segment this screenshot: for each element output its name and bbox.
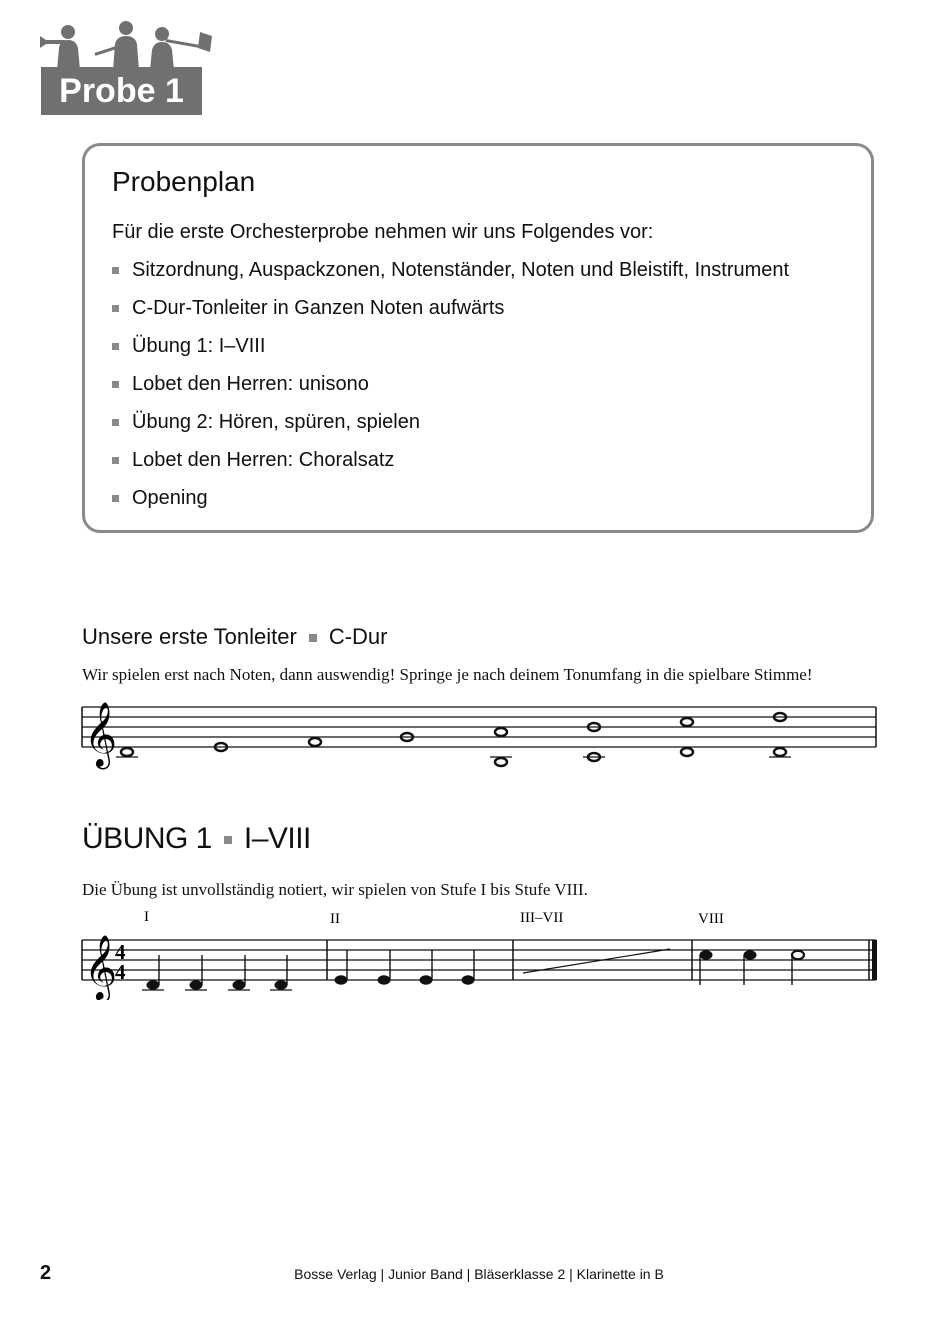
plan-title: Probenplan — [112, 166, 256, 197]
list-item — [112, 405, 789, 443]
exercise-title-text: ÜBUNG 1 — [82, 822, 212, 855]
exercise-instruction: Die Übung ist unvollständig notiert, wir spielen von Stufe I bis Stufe VIII. — [82, 880, 588, 899]
plan-list — [112, 253, 789, 519]
bullet-icon — [112, 343, 119, 350]
list-item — [112, 443, 789, 481]
plan-intro: Für die erste Orchesterprobe nehmen wir uns Folgendes vor: — [112, 221, 654, 243]
exercise-staff — [80, 905, 880, 1000]
time-signature-bottom: 4 — [115, 960, 126, 984]
bullet-icon — [224, 836, 232, 844]
list-item — [112, 253, 789, 291]
page-number: 2 — [40, 1262, 52, 1284]
scale-title-text: Unsere erste Tonleiter — [82, 624, 297, 649]
footer-text: Bosse Verlag | Junior Band | Bläserklasse 2 | Klarinette in B — [294, 1266, 664, 1282]
list-item-label: Übung 2: Hören, spüren, spielen — [132, 411, 420, 433]
bullet-icon — [112, 381, 119, 388]
treble-clef-icon: 𝄞 — [84, 704, 118, 766]
scale-staff — [80, 695, 880, 775]
list-item — [112, 481, 789, 519]
bullet-icon — [112, 419, 119, 426]
scale-instruction: Wir spielen erst nach Noten, dann auswendig! Springe je nach deinem Tonumfang in die spielbare Stimme! — [82, 665, 813, 684]
list-item — [112, 291, 789, 329]
measure-label-1: I — [144, 909, 149, 925]
musician-silhouettes — [40, 18, 215, 70]
bullet-icon — [112, 457, 119, 464]
exercise-range: I–VIII — [243, 822, 311, 855]
probe-tab: Probe 1 — [41, 67, 202, 115]
time-signature-top: 4 — [115, 940, 126, 964]
trumpet-player-icon — [40, 25, 80, 70]
flute-player-icon — [94, 21, 139, 70]
bullet-icon — [112, 267, 119, 274]
measure-label-4: VIII — [698, 911, 724, 927]
bullet-icon — [112, 495, 119, 502]
exercise-title — [82, 822, 311, 856]
list-item — [112, 367, 789, 405]
list-item — [112, 329, 789, 367]
list-item-label: Opening — [132, 487, 208, 509]
scale-key: C-Dur — [328, 624, 388, 649]
list-item-label: C-Dur-Tonleiter in Ganzen Noten aufwärts — [132, 297, 505, 319]
list-item-label: Lobet den Herren: unisono — [132, 373, 369, 395]
final-barline — [872, 940, 877, 980]
treble-clef-icon: 𝄞 — [84, 937, 118, 999]
measure-label-3: III–VII — [520, 910, 564, 926]
measure-label-2: II — [330, 911, 340, 927]
bullet-icon — [309, 634, 317, 642]
bullet-icon — [112, 305, 119, 312]
trombone-player-icon — [150, 27, 212, 70]
list-item-label: Übung 1: I–VIII — [132, 335, 266, 357]
scale-title — [82, 624, 387, 650]
list-item-label: Lobet den Herren: Choralsatz — [132, 449, 395, 471]
list-item-label: Sitzordnung, Auspackzonen, Notenständer, Noten und Bleistift, Instrument — [132, 259, 790, 281]
